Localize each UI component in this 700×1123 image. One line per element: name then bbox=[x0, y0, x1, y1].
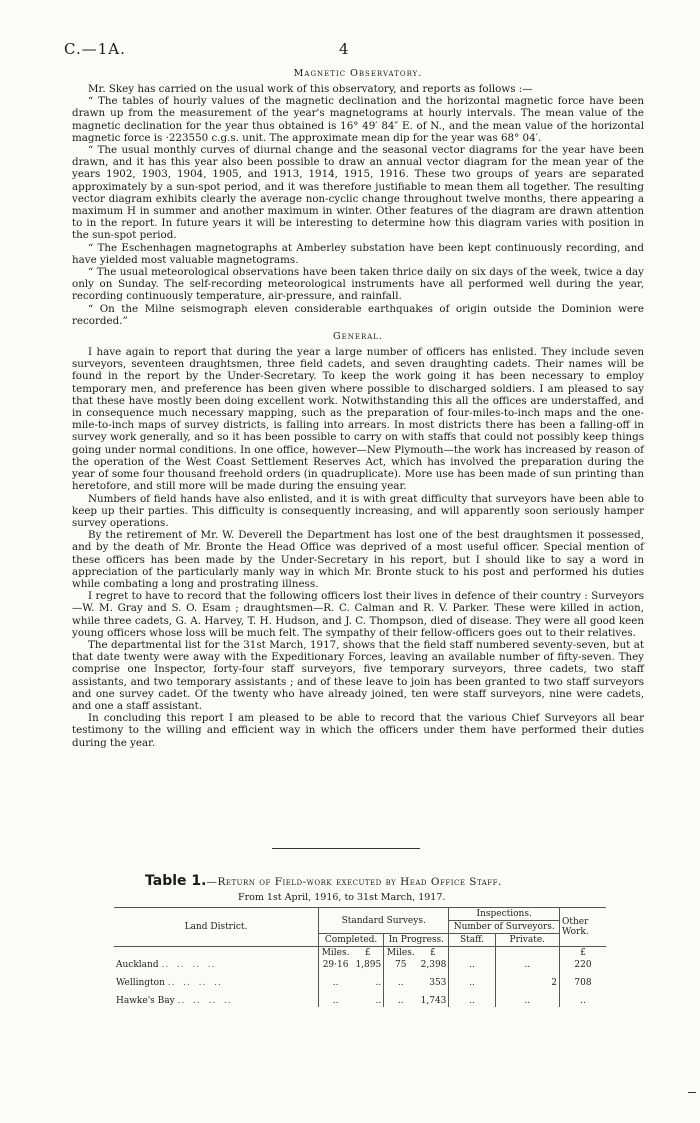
paragraph: “ The usual monthly curves of diurnal change and the seasonal vector diagrams for the year have been drawn, and it has this year also been possible to draw an annual vector diagram for the mean year of the years 1902, 1903, 1904, 1905, and 1913, 1914, 1915, 1916. These two groups of years are separated approximately by a sun-spot period, and it was therefore justifiable to mean them all together. The resulting vector diagram exhibits clearly the average non-cyclic change throughout twelve months, there appearing a maximum H in summer and another maximum in winter. Other features of the diagram are drawn attention to in the report. In future years it will be interesting to determine how this diagram varies with position in the sun-spot period. bbox=[72, 144, 644, 242]
header-inspections: Inspections. bbox=[449, 908, 560, 921]
header-in-progress: In Progress. bbox=[384, 934, 449, 947]
other-work-value: 708 bbox=[560, 971, 607, 989]
paragraph: The departmental list for the 31st March, 1917, shows that the field staff numbered seventy-seven, but at that date twenty were away with the Expeditionary Forces, leaving an available number of fifty-seven. They comprise one Inspector, forty-four staff surveyors, five temporary surveyors, three cadets, two staff assistants, and two temporary assistants ; and of these leave to join has been granted to two staff surveyors and one survey cadet. Of the twenty who have already joined, ten were staff surveyors, nine were cadets, and one a staff assistant. bbox=[72, 638, 644, 712]
unit-miles: Miles. bbox=[384, 947, 418, 960]
paragraph: I regret to have to record that the following officers lost their lives in defence of their country : Surveyors—W. M. Gray and S. O. Esam ; draughtsmen—R. C. Calman and R. V. Parker. These were killed in action, while three cadets, G. A. Harvey, T. H. Hudson, and J. C. Thompson, died of disease. They were all good keen young officers whose loss will be much felt. The sympathy of their fellow-officers goes out to their relatives. bbox=[72, 590, 644, 639]
unit-miles: Miles. bbox=[319, 947, 353, 960]
progress-miles: .. bbox=[384, 989, 418, 1007]
page-number: 4 bbox=[339, 40, 349, 58]
paragraph: “ On the Milne seismograph eleven considerable earthquakes of origin outside the Dominion were recorded.” bbox=[72, 302, 644, 327]
table-title: —Return of Field-work executed by Head Office Staff. bbox=[206, 876, 502, 888]
private-count: .. bbox=[495, 959, 559, 971]
report-body bbox=[72, 68, 644, 749]
header-completed: Completed. bbox=[319, 934, 384, 947]
completed-pounds: .. bbox=[375, 996, 382, 1006]
header-land-district: Land District. bbox=[184, 922, 248, 932]
private-count: .. bbox=[495, 989, 559, 1007]
section-divider bbox=[272, 848, 420, 849]
paragraph: Mr. Skey has carried on the usual work of this observatory, and reports as follows :— bbox=[88, 83, 533, 95]
page-header bbox=[64, 40, 644, 60]
table-row: Wellington .. .. .. .. .. .. .. 353 .. 2 708 bbox=[114, 971, 606, 989]
table-row: Auckland .. .. .. .. 29·16 1,895 75 2,398 .. .. 220 bbox=[114, 959, 606, 971]
paragraph: In concluding this report I am pleased to be able to record that the various Chief Surveyors all bear testimony to the willing and efficient way in which the officers under them have performed their duties during the year. bbox=[72, 712, 644, 749]
header-private: Private. bbox=[495, 934, 559, 947]
header-number-of-surveyors: Number of Surveyors. bbox=[449, 921, 560, 934]
paragraph: “ The tables of hourly values of the magnetic declination and the horizontal magnetic force have been drawn up from the measurement of the year's magnetograms at hourly intervals. The mean value of the magnetic declination for the year thus obtained is 16° 49′ 84″ E. of N., and the mean value of the horizontal magnetic force is ·223550 c.g.s. unit. The approximate mean dip for the year was 68° 04′. bbox=[72, 95, 644, 144]
progress-miles: .. bbox=[384, 971, 418, 989]
unit-pounds: £ bbox=[560, 947, 607, 960]
district-name: Hawke's Bay bbox=[116, 996, 175, 1006]
staff-count: .. bbox=[449, 971, 495, 989]
district-name: Wellington bbox=[116, 978, 165, 988]
table-row: Hawke's Bay .. .. .. .. .. .. .. 1,743 .. .. .. bbox=[114, 989, 606, 1007]
progress-pounds: 353 bbox=[429, 978, 447, 988]
paragraph: I have again to report that during the year a large number of officers has enlisted. They include seven surveyors, seventeen draughtsmen, three field cadets, and seven draughting cadets. Their names will be found in the report by the Under-Secretary. To keep the work going it has been necessary to employ temporary men, and preference has been given where possible to discharged soldiers. I am pleased to say that these have mostly been doing excellent work. Notwithstanding this all the offices are understaffed, and in consequence much necessary mapping, such as the preparation of four-miles-to-inch maps and the one-mile-to-inch maps of survey districts, is falling into arrears. In most districts there has been a falling-off in survey work generally, and so it has been possible to carry on with staffs that could not possibly keep things going under normal conditions. In one office, however—New Plymouth—the work has increased by reason of the operation of the West Coast Settlement Reserves Act, which has involved the preparation during the year of some four thousand freehold orders (in quadruplicate). More use has been made of sun printing than heretofore, and still more will be made during the ensuing year. bbox=[72, 346, 644, 493]
paragraph: By the retirement of Mr. W. Deverell the Department has lost one of the best draughtsmen it possessed, and by the death of Mr. Bronte the Head Office was deprived of a most useful officer. Special mention of these officers has been made by the Under-Secretary in his report, but I should like to say a word in appreciation of the particularly manly way in which Mr. Bronte stuck to his post and performed his duties while combating a long and prostrating illness. bbox=[72, 529, 644, 590]
unit-pounds: £ bbox=[430, 948, 436, 958]
unit-pounds: £ bbox=[364, 948, 371, 958]
table-label: Table 1. bbox=[145, 873, 207, 889]
header-other-work: Other Work. bbox=[560, 908, 607, 947]
paragraph: Numbers of field hands have also enlisted, and it is with great difficulty that surveyors have been able to keep up their parties. This difficulty is consequently increasing, and will apparently soon seriously hamper survey operations. bbox=[72, 492, 644, 529]
table-caption bbox=[145, 873, 595, 889]
completed-pounds: 1,895 bbox=[355, 960, 382, 970]
margin-mark bbox=[688, 1092, 696, 1093]
completed-miles: 29·16 bbox=[319, 959, 353, 971]
other-work-value: 220 bbox=[560, 959, 607, 971]
district-name: Auckland bbox=[116, 960, 159, 970]
other-work-value: .. bbox=[560, 989, 607, 1007]
section-magnetic-observatory bbox=[72, 68, 644, 327]
completed-miles: .. bbox=[319, 971, 353, 989]
progress-miles: 75 bbox=[384, 959, 418, 971]
completed-pounds: .. bbox=[375, 978, 382, 988]
paragraph: “ The usual meteorological observations have been taken thrice daily on six days of the week, twice a day only on Sunday. The self-recording meteorological instruments have all performed well during the year, recording continuously temperature, air-pressure, and rainfall. bbox=[72, 266, 644, 303]
section-title: General. bbox=[333, 331, 383, 343]
private-count: 2 bbox=[495, 971, 559, 989]
completed-miles: .. bbox=[319, 989, 353, 1007]
progress-pounds: 2,398 bbox=[420, 960, 447, 970]
staff-count: .. bbox=[449, 989, 495, 1007]
table-subtitle: From 1st April, 1916, to 31st March, 1917. bbox=[238, 892, 446, 903]
progress-pounds: 1,743 bbox=[420, 996, 447, 1006]
header-staff: Staff. bbox=[449, 934, 495, 947]
section-general bbox=[72, 331, 644, 749]
section-title: Magnetic Observatory. bbox=[293, 68, 423, 79]
series-label: C.—1A. bbox=[64, 40, 126, 58]
field-work-table bbox=[114, 907, 606, 1007]
staff-count: .. bbox=[449, 959, 495, 971]
header-standard-surveys: Standard Surveys. bbox=[319, 908, 449, 934]
paragraph: “ The Eschenhagen magnetographs at Amberley substation have been kept continuously recording, and have yielded most valuable magnetograms. bbox=[72, 241, 644, 266]
